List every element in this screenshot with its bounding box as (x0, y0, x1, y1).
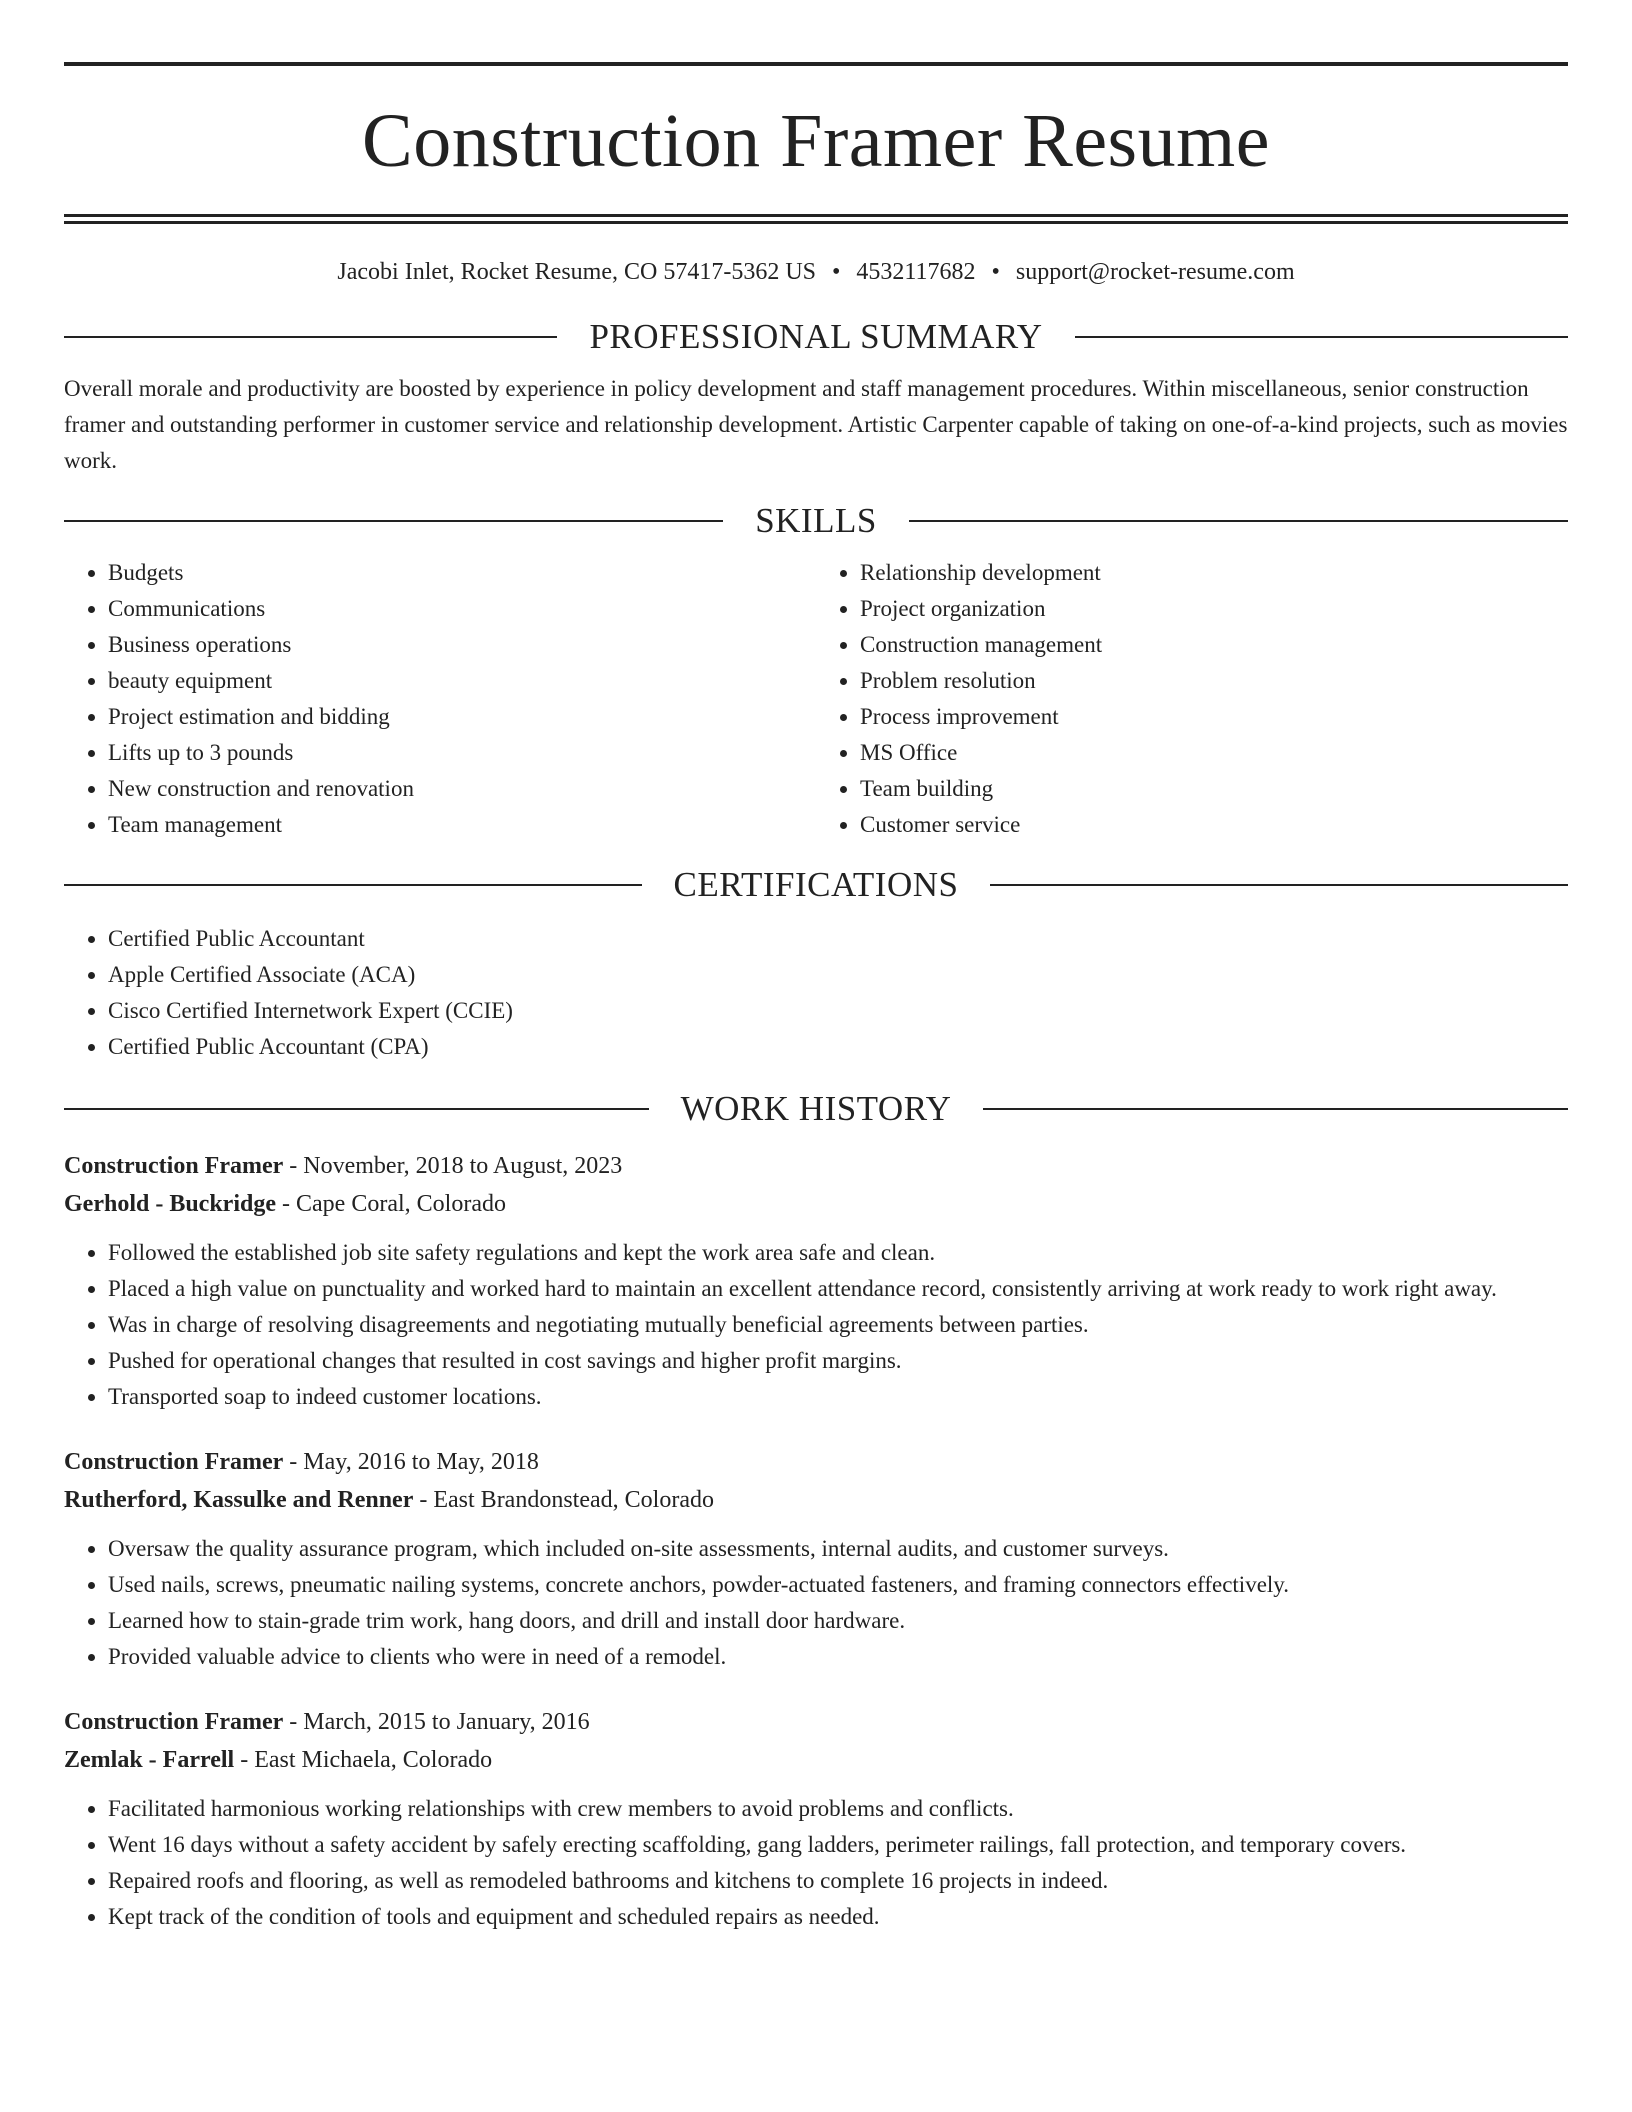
summary-text: Overall morale and productivity are boosted by experience in policy development and staff management procedures. Within miscellaneous, senior construction framer and outstanding performer in customer service and relationship development. Artistic Carpenter capable of taking on one-of-a-kind projects, such as movies work. (64, 376, 1568, 473)
skill-item: • Team management (108, 807, 816, 843)
job-company: Gerhold - Buckridge (64, 1191, 277, 1217)
job-company-line (64, 1481, 1568, 1519)
job-bullet: • Went 16 days without a safety accident by safely erecting scaffolding, gang ladders, perimeter railings, fall protection, and temporary covers. (108, 1827, 1568, 1863)
section-title-certifications: CERTIFICATIONS (673, 865, 959, 904)
job-company: Rutherford, Kassulke and Renner (64, 1487, 414, 1513)
job-dash: - (283, 1449, 304, 1475)
section-rule-right (983, 1108, 1568, 1110)
job-bullets (64, 1235, 1568, 1415)
job-location: East Brandonstead, Colorado (433, 1487, 714, 1513)
section-rule-left (64, 336, 557, 338)
job-bullet: • Used nails, screws, pneumatic nailing systems, concrete anchors, powder-actuated fasteners, and framing connectors effectively. (108, 1567, 1568, 1603)
job-dates: November, 2018 to August, 2023 (303, 1153, 623, 1179)
job-bullet: • Transported soap to indeed customer locations. (108, 1379, 1568, 1415)
job-bullet: • Provided valuable advice to clients who were in need of a remodel. (108, 1639, 1568, 1675)
job-location: Cape Coral, Colorado (296, 1191, 506, 1217)
work-history-list (64, 1147, 1568, 1935)
certifications-list (64, 921, 1568, 1065)
contact-email[interactable]: support@rocket-resume.com (1015, 259, 1295, 285)
job-company: Zemlak - Farrell (64, 1747, 235, 1773)
job-dash: - (413, 1487, 434, 1513)
job-role: Construction Framer (64, 1153, 284, 1179)
job-entry (64, 1147, 1568, 1415)
contact-phone: 4532117682 (856, 259, 976, 285)
skill-item: • Communications (108, 591, 816, 627)
job-bullet: • Pushed for operational changes that resulted in cost savings and higher profit margins. (108, 1343, 1568, 1379)
section-rule-right (990, 884, 1568, 886)
skill-item: • Lifts up to 3 pounds (108, 735, 816, 771)
contact-separator: • (991, 259, 1000, 285)
contact-line (64, 257, 1568, 287)
skills-left-list (64, 555, 816, 843)
skill-item: • New construction and renovation (108, 771, 816, 807)
section-rule-left (64, 1108, 649, 1110)
contact-separator: • (832, 259, 841, 285)
section-title-summary: PROFESSIONAL SUMMARY (589, 317, 1043, 356)
job-bullets (64, 1791, 1568, 1935)
skills-column-right (816, 555, 1568, 843)
section-title-work-history: WORK HISTORY (680, 1089, 952, 1128)
section-rule-left (64, 520, 723, 522)
section-rule-right (1075, 336, 1568, 338)
skills-list (64, 555, 1568, 843)
section-rule-left (64, 884, 642, 886)
job-entry (64, 1703, 1568, 1935)
contact-address: Jacobi Inlet, Rocket Resume, CO 57417-5362 US (337, 259, 816, 285)
job-title-line (64, 1147, 1568, 1185)
job-bullet: • Placed a high value on punctuality and worked hard to maintain an excellent attendance record, consistently arriving at work ready to work right away. (108, 1271, 1568, 1307)
job-dash: - (234, 1747, 255, 1773)
job-role: Construction Framer (64, 1709, 284, 1735)
skill-item: • MS Office (860, 735, 1568, 771)
job-bullets (64, 1531, 1568, 1675)
job-bullet: • Oversaw the quality assurance program, which included on-site assessments, internal audits, and customer surveys. (108, 1531, 1568, 1567)
skill-item: • Team building (860, 771, 1568, 807)
job-title-line (64, 1703, 1568, 1741)
job-bullet: • Facilitated harmonious working relationships with crew members to avoid problems and conflicts. (108, 1791, 1568, 1827)
job-dates: May, 2016 to May, 2018 (303, 1449, 539, 1475)
skill-item: • Relationship development (860, 555, 1568, 591)
section-rule-right (909, 520, 1568, 522)
skills-column-left (64, 555, 816, 843)
top-rule (64, 62, 1568, 66)
job-entry (64, 1443, 1568, 1675)
section-header-summary (64, 313, 1568, 361)
certification-item: • Cisco Certified Internetwork Expert (CCIE) (108, 993, 1568, 1029)
job-bullet: • Kept track of the condition of tools and equipment and scheduled repairs as needed. (108, 1899, 1568, 1935)
section-header-skills (64, 497, 1568, 545)
skill-item: • beauty equipment (108, 663, 816, 699)
skill-item: • Business operations (108, 627, 816, 663)
skill-item: • Process improvement (860, 699, 1568, 735)
job-bullet: • Learned how to stain-grade trim work, hang doors, and drill and install door hardware. (108, 1603, 1568, 1639)
job-dates: March, 2015 to January, 2016 (303, 1709, 590, 1735)
resume-title: Construction Framer Resume (362, 99, 1270, 183)
job-company-line (64, 1185, 1568, 1223)
certification-item: • Certified Public Accountant (108, 921, 1568, 957)
job-location: East Michaela, Colorado (254, 1747, 493, 1773)
title-double-rule (64, 214, 1568, 224)
skill-item: • Problem resolution (860, 663, 1568, 699)
job-role: Construction Framer (64, 1449, 284, 1475)
skill-item: • Project estimation and bidding (108, 699, 816, 735)
skill-item: • Customer service (860, 807, 1568, 843)
certification-item: • Apple Certified Associate (ACA) (108, 957, 1568, 993)
job-bullet: • Repaired roofs and flooring, as well as remodeled bathrooms and kitchens to complete 16 projects in indeed. (108, 1863, 1568, 1899)
skill-item: • Construction management (860, 627, 1568, 663)
skill-item: • Project organization (860, 591, 1568, 627)
job-dash: - (283, 1709, 304, 1735)
job-bullet: • Followed the established job site safety regulations and kept the work area safe and clean. (108, 1235, 1568, 1271)
section-title-skills: SKILLS (755, 501, 877, 540)
job-bullet: • Was in charge of resolving disagreements and negotiating mutually beneficial agreements between parties. (108, 1307, 1568, 1343)
job-dash: - (283, 1153, 304, 1179)
job-company-line (64, 1741, 1568, 1779)
skill-item: • Budgets (108, 555, 816, 591)
section-header-work-history (64, 1085, 1568, 1133)
section-header-certifications (64, 861, 1568, 909)
skills-right-list (816, 555, 1568, 843)
job-dash: - (276, 1191, 297, 1217)
certification-item: • Certified Public Accountant (CPA) (108, 1029, 1568, 1065)
job-title-line (64, 1443, 1568, 1481)
